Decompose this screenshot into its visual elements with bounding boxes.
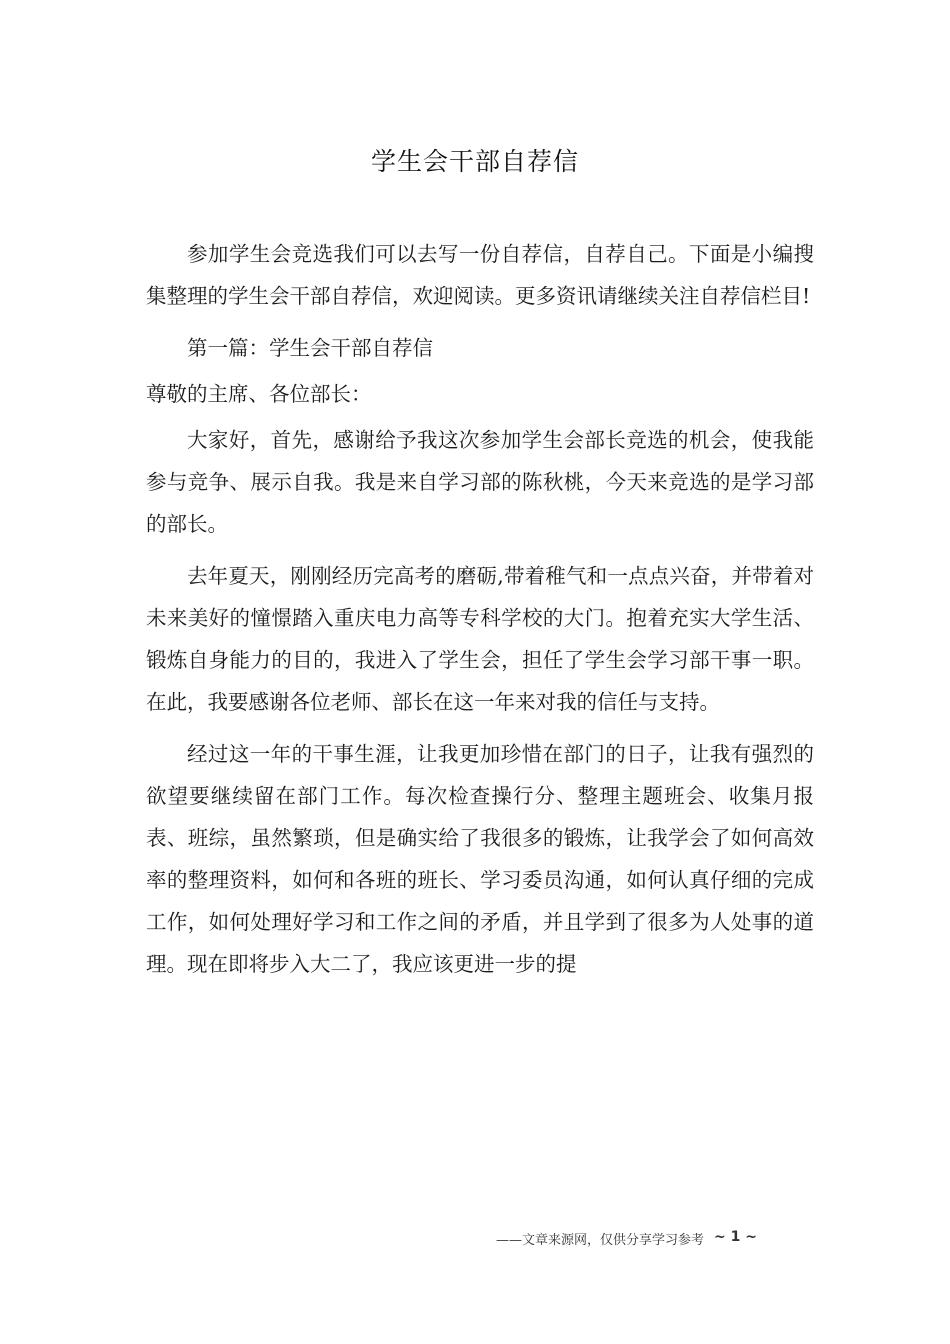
document-body [146, 233, 814, 995]
document-title: 学生会干部自荐信 [370, 147, 579, 176]
salutation: 尊敬的主席、各位部长： [146, 382, 372, 406]
body-paragraph: 经过这一年的干事生涯，让我更加珍惜在部门的日子，让我有强烈的欲望要继续留在部门工作。每次检查操行分、整理主题班会、收集月报表、班综，虽然繁琐，但是确实给了我很多的锻炼，让我学会了如何高效率的整理资料，如何和各班的班长、学习委员沟通，如何认真仔细的完成工作，如何处理好学习和工作之间的矛盾，并且学到了很多为人处事的道理。现在即将步入大二了，我应该更进一步的提 [146, 742, 814, 976]
intro-paragraph: 参加学生会竞选我们可以去写一份自荐信，自荐自己。下面是小编搜集整理的学生会干部自荐信，欢迎阅读。更多资讯请继续关注自荐信栏目! [146, 242, 814, 308]
source-note: ——文章来源网，仅供分享学习参考 [496, 1233, 705, 1248]
page-footer [496, 1229, 757, 1253]
page-number: ~ 1 ~ [714, 1229, 757, 1245]
section-heading: 第一篇：学生会干部自荐信 [187, 336, 433, 360]
body-paragraph: 大家好，首先，感谢给予我这次参加学生会部长竞选的机会，使我能参与竞争、展示自我。我是来自学习部的陈秋桃，今天来竞选的是学习部的部长。 [146, 428, 814, 536]
body-paragraph: 去年夏天，刚刚经历完高考的磨砺,带着稚气和一点点兴奋，并带着对未来美好的憧憬踏入重庆电力高等专科学校的大门。抱着充实大学生活、锻炼自身能力的目的，我进入了学生会，担任了学生会学习部干事一职。在此，我要感谢各位老师、部长在这一年来对我的信任与支持。 [146, 564, 814, 714]
